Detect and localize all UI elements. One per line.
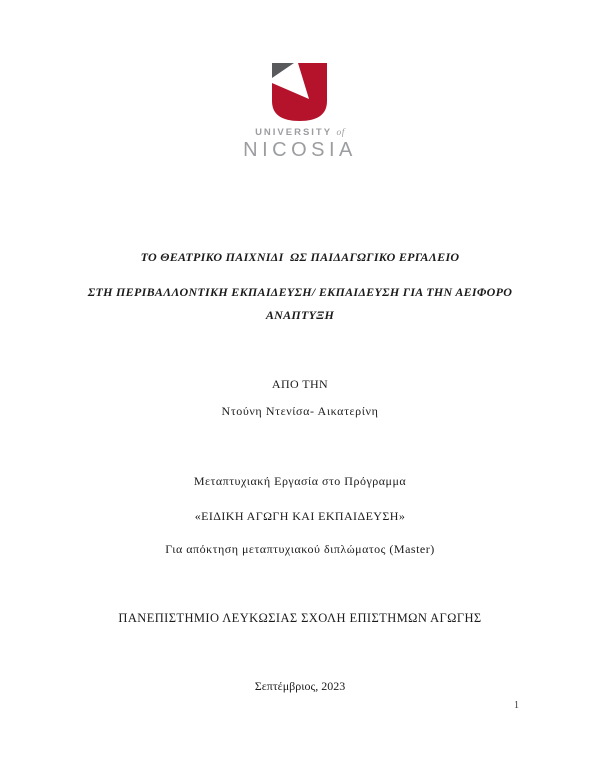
author-name: Ντούνη Ντενίσα- Αικατερίνη [221,404,379,418]
thesis-title-line-1: ΤΟ ΘΕΑΤΡΙΚΟ ΠΑΙΧΝΙΔΙ ΩΣ ΠΑΙΔΑΓΩΓΙΚΟ ΕΡΓΑΛΕΙΟ [140,250,460,264]
author-byline: ΑΠΟ ΤΗΝ [271,377,329,391]
program-line-2: «ΕΙΔΙΚΗ ΑΓΩΓΗ ΚΑΙ ΕΚΠΑΙΔΕΥΣΗ» [194,509,406,523]
institution-line: ΠΑΝΕΠΙΣΤΗΜΙΟ ΛΕΥΚΩΣΙΑΣ ΣΧΟΛΗ ΕΠΙΣΤΗΜΩΝ ΑΓΩΓΗΣ [118,611,482,625]
nicosia-u-icon [272,62,329,122]
program-line-1: Μεταπτυχιακή Εργασία στο Πρόγραμμα [193,474,407,488]
logo-of-word: of [336,128,345,138]
logo-nicosia-text: NICOSIA [243,139,357,161]
thesis-title-line-3: ΑΝΑΠΤΥΞΗ [265,308,335,322]
program-line-3: Για απόκτηση μεταπτυχιακού διπλώματος (Master) [165,542,435,556]
date-line: Σεπτέμβριος, 2023 [254,679,346,693]
university-logo [0,62,600,162]
logo-university-of-text [0,127,600,138]
logo-university-word: UNIVERSITY [255,127,337,138]
thesis-title-line-2: ΣΤΗ ΠΕΡΙΒΑΛΛΟΝΤΙΚΗ ΕΚΠΑΙΔΕΥΣΗ/ ΕΚΠΑΙΔΕΥΣΗ ΓΙΑ ΤΗΝ ΑΕΙΦΟΡΟ [87,285,513,299]
page-number: 1 [514,700,519,711]
